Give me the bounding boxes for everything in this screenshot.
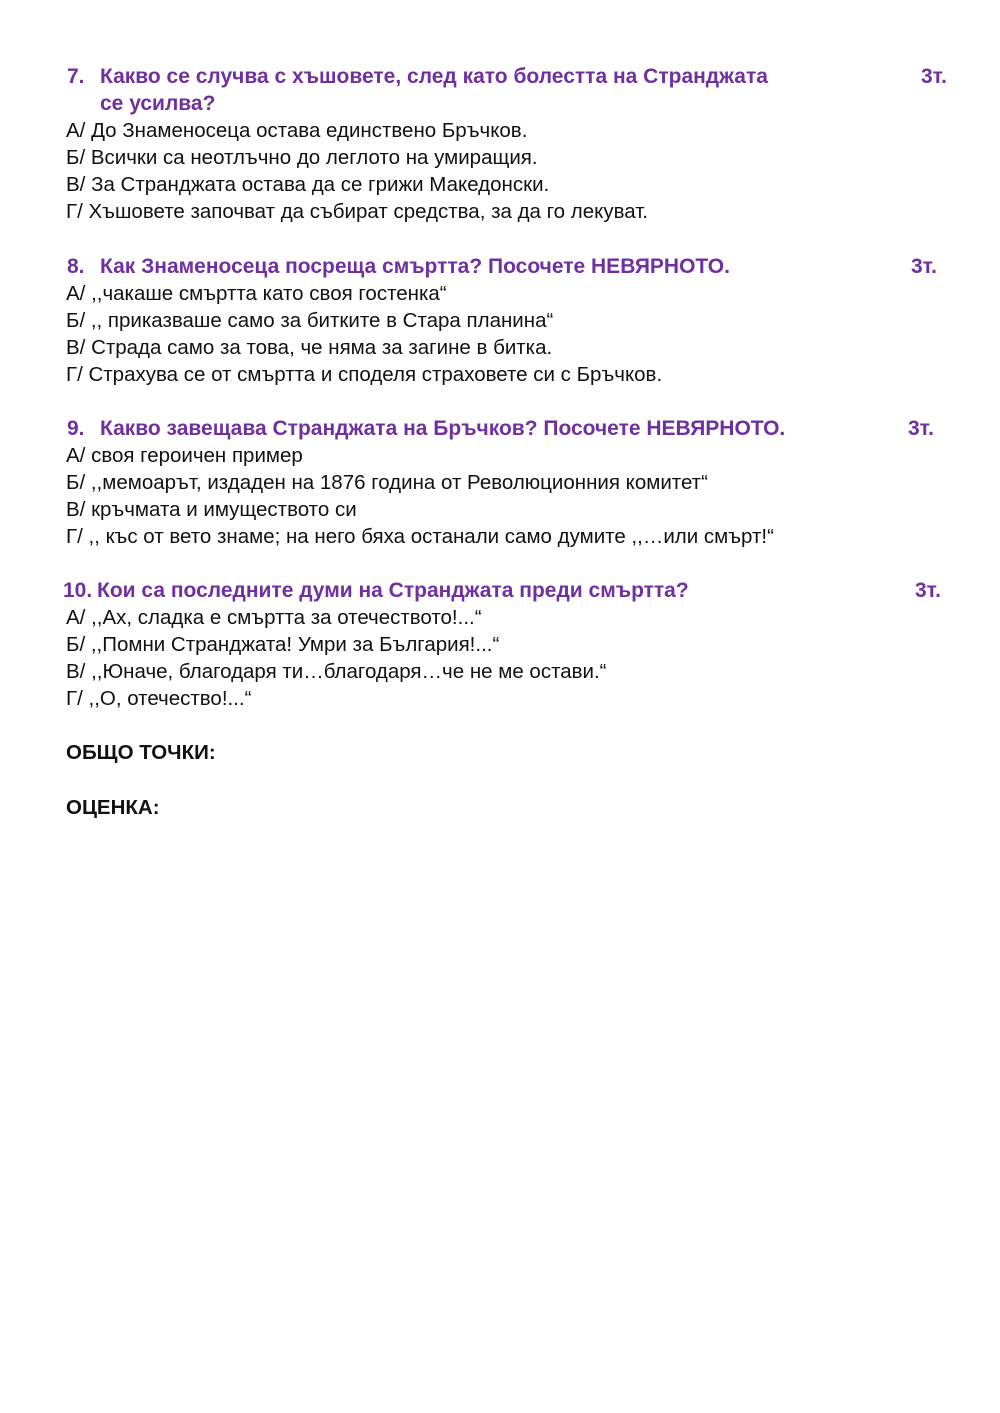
question-number: 9. (67, 417, 85, 440)
answer-option-d: Г/ ,, къс от вето знаме; на него бяха останали само думите ,,…или смърт!“ (66, 525, 774, 548)
answer-option-a: А/ своя героичен пример (66, 444, 303, 467)
question-text-line1: Какво завещава Странджата на Бръчков? Посочете НЕВЯРНОТО. (100, 417, 786, 440)
answer-option-d: Г/ ,,О, отечество!...“ (66, 687, 252, 710)
question-heading (66, 415, 966, 442)
question-number: 7. (67, 65, 85, 88)
answer-option-c: В/ За Странджата остава да се грижи Македонски. (66, 173, 550, 196)
question-number: 8. (67, 255, 85, 278)
answer-option-b: Б/ Всички са неотлъчно до леглото на умиращия. (66, 146, 538, 169)
question-points: 3т. (911, 255, 937, 278)
answer-option-a: А/ ,,чакаше смъртта като своя гостенка“ (66, 282, 447, 305)
question-heading (66, 253, 966, 280)
grade-label: ОЦЕНКА: (66, 796, 160, 819)
answer-option-c: В/ Страда само за това, че няма за загине в битка. (66, 336, 553, 359)
question-10 (63, 577, 966, 712)
answer-option-a: А/ ,,Ах, сладка е смъртта за отечеството!...“ (66, 606, 482, 629)
answer-option-b: Б/ ,, приказваше само за битките в Стара планина“ (66, 309, 554, 332)
question-points: 3т. (921, 65, 947, 88)
total-points-label: ОБЩО ТОЧКИ: (66, 741, 216, 764)
answer-option-d: Г/ Страхува се от смъртта и споделя страховете си с Бръчков. (66, 363, 663, 386)
answer-option-b: Б/ ,,Помни Странджата! Умри за България!...“ (66, 633, 500, 656)
answer-option-a: А/ До Знаменосеца остава единствено Бръчков. (66, 119, 528, 142)
question-points: 3т. (908, 417, 934, 440)
question-8 (66, 253, 966, 388)
answer-option-d: Г/ Хъшовете започват да събират средства, за да го лекуват. (66, 200, 649, 223)
question-text-line1: Кои са последните думи на Странджата преди смъртта? (97, 579, 689, 602)
question-7 (66, 63, 966, 225)
question-9 (66, 415, 966, 550)
answer-option-c: В/ ,,Юначе, благодаря ти…благодаря…че не ме остави.“ (66, 660, 607, 683)
question-text-line1: Какво се случва с хъшовете, след като болестта на Странджата (100, 65, 768, 88)
question-text-line2: се усилва? (100, 92, 216, 115)
question-heading (66, 63, 966, 117)
question-heading (63, 577, 966, 604)
question-number: 10. (63, 579, 93, 602)
question-points: 3т. (915, 579, 941, 602)
answer-option-b: Б/ ,,мемоарът, издаден на 1876 година от Революционния комитет“ (66, 471, 708, 494)
question-text-line1: Как Знаменосеца посреща смъртта? Посочете НЕВЯРНОТО. (100, 255, 730, 278)
answer-option-c: В/ кръчмата и имуществото си (66, 498, 357, 521)
